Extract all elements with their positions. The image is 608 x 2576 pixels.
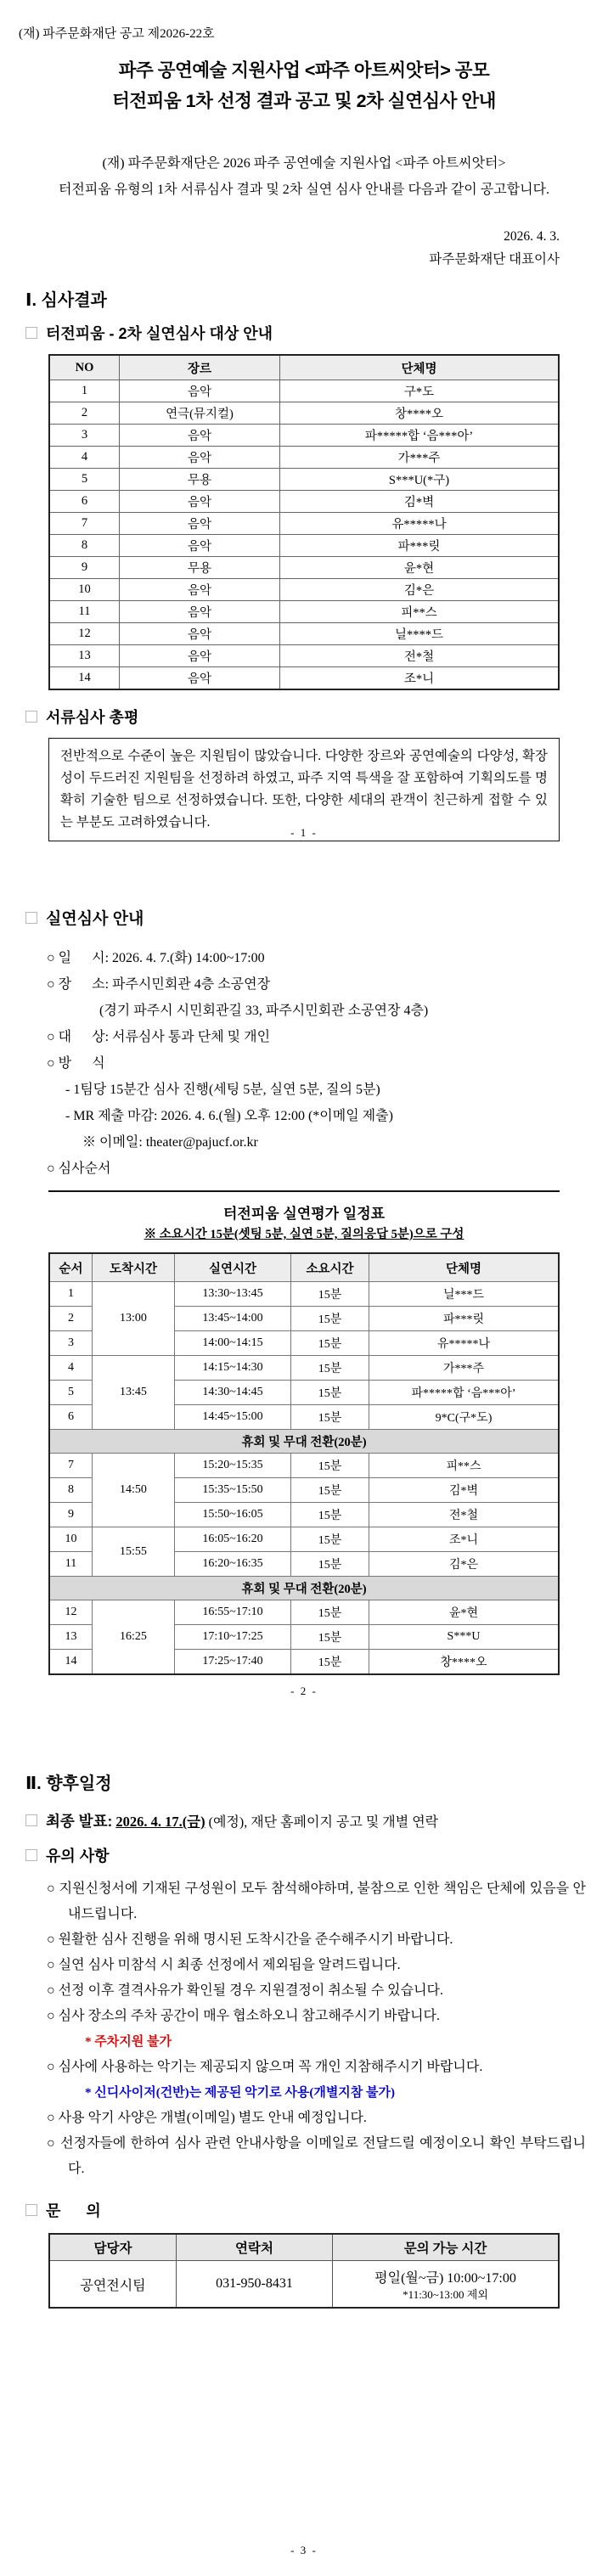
review-heading: 서류심사 총평 bbox=[25, 706, 608, 729]
result-col-genre: 장르 bbox=[120, 355, 280, 380]
schedule-team: 9*C(구*도) bbox=[369, 1405, 560, 1430]
schedule-order: 5 bbox=[49, 1381, 93, 1405]
result-table-row bbox=[49, 557, 559, 579]
schedule-order: 12 bbox=[49, 1600, 93, 1625]
schedule-team: 피**스 bbox=[369, 1454, 560, 1478]
result-no: 10 bbox=[49, 579, 120, 601]
result-no: 7 bbox=[49, 513, 120, 535]
final-announcement bbox=[25, 1808, 608, 1836]
schedule-team: S***U bbox=[369, 1625, 560, 1650]
schedule-duration: 15분 bbox=[291, 1527, 369, 1552]
precaution-item: ○ 선정자들에 한하여 심사 관련 안내사항을 이메일로 전달드릴 예정이오니 확인 부탁드립니다. bbox=[47, 2136, 586, 2176]
signature-block bbox=[0, 225, 560, 271]
schedule-time: 14:00~14:15 bbox=[175, 1331, 291, 1356]
checkbox-icon bbox=[25, 912, 37, 924]
section1-heading: Ⅰ. 심사결과 bbox=[25, 291, 107, 310]
checkbox-icon bbox=[25, 1849, 37, 1861]
schedule-team: 조*니 bbox=[369, 1527, 560, 1552]
page-2 bbox=[0, 858, 608, 1717]
live-review-line: - 1팀당 15분간 심사 진행(세팅 5분, 실연 5분, 질의 5분) bbox=[65, 1083, 380, 1097]
result-no: 3 bbox=[49, 425, 120, 447]
result-genre: 음악 bbox=[120, 447, 280, 469]
schedule-time: 16:20~16:35 bbox=[175, 1552, 291, 1577]
schedule-time: 15:50~16:05 bbox=[175, 1503, 291, 1527]
schedule-duration: 15분 bbox=[291, 1282, 369, 1307]
schedule-time: 17:10~17:25 bbox=[175, 1625, 291, 1650]
precaution-item: ○ 선정 이후 결격사유가 확인될 경우 지원결정이 취소될 수 있습니다. bbox=[47, 1983, 443, 1998]
result-genre: 음악 bbox=[120, 425, 280, 447]
result-team: 윤*현 bbox=[280, 557, 560, 579]
contact-team: 공연전시팀 bbox=[49, 2261, 177, 2309]
schedule-order: 9 bbox=[49, 1503, 93, 1527]
schedule-table bbox=[48, 1252, 560, 1675]
result-table-row bbox=[49, 469, 559, 491]
schedule-time: 13:30~13:45 bbox=[175, 1282, 291, 1307]
notice-number: (재) 파주문화재단 공고 제2026-22호 bbox=[19, 27, 215, 41]
result-team: 창****오 bbox=[280, 402, 560, 425]
schedule-note: ※ 소요시간 15분(셋팅 5분, 실연 5분, 질의응답 5분)으로 구성 bbox=[144, 1228, 464, 1241]
schedule-col-team: 단체명 bbox=[369, 1253, 560, 1282]
schedule-order: 3 bbox=[49, 1331, 93, 1356]
contact-hours bbox=[333, 2261, 560, 2309]
schedule-order: 4 bbox=[49, 1356, 93, 1381]
live-review-line: - MR 제출 마감: 2026. 4. 6.(월) 오후 12:00 (*이메일 제출) bbox=[65, 1109, 393, 1123]
result-table-row bbox=[49, 601, 559, 623]
precaution-item: ○ 지원신청서에 기재된 구성원이 모두 참석해야하며, 불참으로 인한 책임은 단체에 있음을 안내드립니다. bbox=[47, 1881, 586, 1921]
document-title bbox=[0, 55, 608, 116]
schedule-team: 윤*현 bbox=[369, 1600, 560, 1625]
schedule-time: 13:45~14:00 bbox=[175, 1307, 291, 1331]
page-footer-1: - 1 - bbox=[290, 826, 318, 839]
result-table-row bbox=[49, 579, 559, 601]
section1-sub-heading: 터전피움 - 2차 실연심사 대상 안내 bbox=[25, 322, 608, 346]
schedule-row bbox=[49, 1282, 559, 1307]
result-team: 김*벽 bbox=[280, 491, 560, 513]
schedule-time: 16:55~17:10 bbox=[175, 1600, 291, 1625]
schedule-team: 전*철 bbox=[369, 1503, 560, 1527]
schedule-team: 김*벽 bbox=[369, 1478, 560, 1503]
live-review-line: ○ 방 식 bbox=[47, 1056, 105, 1071]
schedule-col-arrival: 도착시간 bbox=[93, 1253, 175, 1282]
schedule-duration: 15분 bbox=[291, 1552, 369, 1577]
live-review-line: ○ 장 소: 파주시민회관 4층 소공연장 bbox=[47, 977, 271, 992]
schedule-row bbox=[49, 1600, 559, 1625]
result-table-header-row bbox=[49, 355, 559, 380]
schedule-duration: 15분 bbox=[291, 1625, 369, 1650]
schedule-order: 13 bbox=[49, 1625, 93, 1650]
precaution-item: ○ 심사에 사용하는 악기는 제공되지 않으며 꼭 개인 지참해주시기 바랍니다. bbox=[47, 2060, 483, 2074]
result-table-row bbox=[49, 491, 559, 513]
page-1 bbox=[0, 0, 608, 858]
result-genre: 음악 bbox=[120, 380, 280, 402]
schedule-duration: 15분 bbox=[291, 1600, 369, 1625]
result-team: 전*철 bbox=[280, 645, 560, 667]
result-team: 구*도 bbox=[280, 380, 560, 402]
result-no: 5 bbox=[49, 469, 120, 491]
contact-hours-main: 평일(월~금) 10:00~17:00 bbox=[374, 2271, 516, 2286]
schedule-duration: 15분 bbox=[291, 1503, 369, 1527]
schedule-order: 11 bbox=[49, 1552, 93, 1577]
schedule-time: 17:25~17:40 bbox=[175, 1650, 291, 1675]
schedule-team: 가***주 bbox=[369, 1356, 560, 1381]
result-team: 닐****드 bbox=[280, 623, 560, 645]
schedule-row bbox=[49, 1527, 559, 1552]
schedule-duration: 15분 bbox=[291, 1381, 369, 1405]
live-review-list bbox=[0, 945, 608, 1182]
result-col-no: NO bbox=[49, 355, 120, 380]
contact-col-hours: 문의 가능 시간 bbox=[333, 2234, 560, 2261]
result-genre: 무용 bbox=[120, 469, 280, 491]
result-no: 12 bbox=[49, 623, 120, 645]
contact-row bbox=[49, 2261, 559, 2309]
schedule-order: 1 bbox=[49, 1282, 93, 1307]
live-review-line: ○ 일 시: 2026. 4. 7.(화) 14:00~17:00 bbox=[47, 951, 265, 965]
result-table-row bbox=[49, 402, 559, 425]
result-team: 가***주 bbox=[280, 447, 560, 469]
contact-header-row bbox=[49, 2234, 559, 2261]
live-review-line: (경기 파주시 시민회관길 33, 파주시민회관 소공연장 4층) bbox=[99, 1004, 429, 1018]
result-genre: 음악 bbox=[120, 535, 280, 557]
result-no: 13 bbox=[49, 645, 120, 667]
schedule-team: 파*****합 ‘음***아’ bbox=[369, 1381, 560, 1405]
schedule-row bbox=[49, 1356, 559, 1381]
schedule-time: 15:20~15:35 bbox=[175, 1454, 291, 1478]
result-table-row bbox=[49, 667, 559, 690]
schedule-arrival: 15:55 bbox=[93, 1527, 175, 1577]
contact-hours-exception: *11:30~13:00 제외 bbox=[403, 2288, 488, 2301]
result-team: S***U(*구) bbox=[280, 469, 560, 491]
contact-col-person: 담당자 bbox=[49, 2234, 177, 2261]
contact-table bbox=[48, 2233, 560, 2309]
precaution-item: ○ 심사 장소의 주차 공간이 매우 협소하오니 참고해주시기 바랍니다. bbox=[47, 2009, 440, 2023]
schedule-col-order: 순서 bbox=[49, 1253, 93, 1282]
checkbox-icon bbox=[25, 327, 37, 339]
schedule-order: 8 bbox=[49, 1478, 93, 1503]
intro-paragraph bbox=[0, 150, 608, 203]
result-table-row bbox=[49, 645, 559, 667]
result-team: 파***릿 bbox=[280, 535, 560, 557]
schedule-duration: 15분 bbox=[291, 1478, 369, 1503]
result-no: 8 bbox=[49, 535, 120, 557]
precaution-item: ○ 원활한 심사 진행을 위해 명시된 도착시간을 준수해주시기 바랍니다. bbox=[47, 1932, 453, 1947]
schedule-order: 6 bbox=[49, 1405, 93, 1430]
schedule-duration: 15분 bbox=[291, 1356, 369, 1381]
section2-heading: Ⅱ. 향후일정 bbox=[25, 1775, 112, 1793]
schedule-time: 14:30~14:45 bbox=[175, 1381, 291, 1405]
live-review-line: ○ 심사순서 bbox=[47, 1161, 111, 1176]
schedule-team: 유*****나 bbox=[369, 1331, 560, 1356]
schedule-team: 파***릿 bbox=[369, 1307, 560, 1331]
schedule-arrival: 13:00 bbox=[93, 1282, 175, 1356]
schedule-order: 14 bbox=[49, 1650, 93, 1675]
result-table-row bbox=[49, 380, 559, 402]
result-no: 4 bbox=[49, 447, 120, 469]
result-team: 김*은 bbox=[280, 579, 560, 601]
precaution-item: ○ 사용 악기 사양은 개별(이메일) 별도 안내 예정입니다. bbox=[47, 2111, 367, 2125]
checkbox-icon bbox=[25, 711, 37, 723]
checkbox-icon bbox=[25, 1814, 37, 1826]
result-table-row bbox=[49, 447, 559, 469]
schedule-header-row bbox=[49, 1253, 559, 1282]
result-table bbox=[48, 354, 560, 690]
schedule-time: 14:15~14:30 bbox=[175, 1356, 291, 1381]
schedule-break-row bbox=[49, 1577, 559, 1600]
precaution-note-blue: * 신디사이저(건반)는 제공된 악기로 사용(개별지참 불가) bbox=[85, 2086, 396, 2100]
precaution-list bbox=[0, 1876, 608, 2182]
schedule-row bbox=[49, 1454, 559, 1478]
checkbox-icon bbox=[25, 2204, 37, 2216]
live-review-line: ※ 이메일: theater@pajucf.or.kr bbox=[82, 1135, 258, 1150]
schedule-duration: 15분 bbox=[291, 1405, 369, 1430]
result-no: 2 bbox=[49, 402, 120, 425]
title-line-2: 터전피움 1차 선정 결과 공고 및 2차 실연심사 안내 bbox=[112, 91, 496, 111]
schedule-order: 10 bbox=[49, 1527, 93, 1552]
result-genre: 음악 bbox=[120, 491, 280, 513]
announce-date-value: 2026. 4. 17.(금) bbox=[115, 1814, 205, 1830]
intro-line-1: (재) 파주문화재단은 2026 파주 공연예술 지원사업 <파주 아트씨앗터> bbox=[102, 156, 506, 171]
signer: 파주문화재단 대표이사 bbox=[429, 252, 560, 267]
schedule-col-time: 실연시간 bbox=[175, 1253, 291, 1282]
result-team: 파*****합 ‘음***아’ bbox=[280, 425, 560, 447]
page-footer-3: - 3 - bbox=[290, 2544, 318, 2556]
result-no: 14 bbox=[49, 667, 120, 690]
result-team: 유*****나 bbox=[280, 513, 560, 535]
schedule-arrival: 16:25 bbox=[93, 1600, 175, 1675]
schedule-break-label: 휴회 및 무대 전환(20분) bbox=[49, 1430, 559, 1454]
schedule-col-duration: 소요시간 bbox=[291, 1253, 369, 1282]
result-table-row bbox=[49, 513, 559, 535]
schedule-duration: 15분 bbox=[291, 1650, 369, 1675]
announce-rest: (예정), 재단 홈페이지 공고 및 개별 연락 bbox=[205, 1815, 439, 1830]
precaution-note-red: * 주차지원 불가 bbox=[85, 2035, 172, 2049]
schedule-order: 2 bbox=[49, 1307, 93, 1331]
title-line-1: 파주 공연예술 지원사업 <파주 아트씨앗터> 공모 bbox=[118, 60, 490, 81]
page-footer-2: - 2 - bbox=[290, 1685, 318, 1697]
schedule-arrival: 13:45 bbox=[93, 1356, 175, 1430]
result-genre: 연극(뮤지컬) bbox=[120, 402, 280, 425]
schedule-table-body bbox=[49, 1282, 559, 1675]
page-3 bbox=[0, 1717, 608, 2576]
live-review-line: ○ 대 상: 서류심사 통과 단체 및 개인 bbox=[47, 1030, 271, 1044]
result-table-row bbox=[49, 535, 559, 557]
schedule-duration: 15분 bbox=[291, 1307, 369, 1331]
precaution-item: ○ 실연 심사 미참석 시 최종 선정에서 제외됨을 알려드립니다. bbox=[47, 1958, 401, 1972]
contact-col-phone: 연락처 bbox=[177, 2234, 333, 2261]
schedule-break-row bbox=[49, 1430, 559, 1454]
announce-label: 최종 발표: bbox=[46, 1813, 113, 1830]
schedule-order: 7 bbox=[49, 1454, 93, 1478]
schedule-team: 창****오 bbox=[369, 1650, 560, 1675]
result-table-body bbox=[49, 380, 559, 690]
result-team: 피**스 bbox=[280, 601, 560, 623]
result-no: 11 bbox=[49, 601, 120, 623]
intro-line-2: 터전피움 유형의 1차 서류심사 결과 및 2차 실연 심사 안내를 다음과 같이 공고합니다. bbox=[58, 183, 550, 197]
review-summary-box: 전반적으로 수준이 높은 지원팀이 많았습니다. 다양한 장르와 공연예술의 다양성, 확장성이 두드러진 지원팀을 선정하려 하였고, 파주 지역 특색을 잘 포함하여 기획의도를 명확히 기술한 팀으로 선정하였습니다. 또한, 다양한 세대의 관객이 친근하게 접할 수 있는 부분도 고려하였습니다. bbox=[48, 738, 560, 841]
result-table-row bbox=[49, 623, 559, 645]
contact-phone: 031-950-8431 bbox=[177, 2261, 333, 2309]
schedule-duration: 15분 bbox=[291, 1331, 369, 1356]
precaution-heading: 유의 사항 bbox=[25, 1844, 608, 1868]
announce-date: 2026. 4. 3. bbox=[504, 229, 560, 244]
schedule-team: 김*은 bbox=[369, 1552, 560, 1577]
result-genre: 음악 bbox=[120, 623, 280, 645]
inquiry-heading: 문 의 bbox=[25, 2199, 608, 2223]
result-team: 조*니 bbox=[280, 667, 560, 690]
result-genre: 음악 bbox=[120, 579, 280, 601]
schedule-divider bbox=[48, 1190, 560, 1192]
schedule-break-label: 휴회 및 무대 전환(20분) bbox=[49, 1577, 559, 1600]
schedule-arrival: 14:50 bbox=[93, 1454, 175, 1527]
result-no: 6 bbox=[49, 491, 120, 513]
live-review-heading: 실연심사 안내 bbox=[25, 908, 608, 931]
result-genre: 음악 bbox=[120, 601, 280, 623]
schedule-time: 16:05~16:20 bbox=[175, 1527, 291, 1552]
result-genre: 무용 bbox=[120, 557, 280, 579]
result-genre: 음악 bbox=[120, 645, 280, 667]
schedule-duration: 15분 bbox=[291, 1454, 369, 1478]
schedule-title: 터전피움 실연평가 일정표 bbox=[222, 1206, 386, 1222]
result-table-row bbox=[49, 425, 559, 447]
schedule-time: 14:45~15:00 bbox=[175, 1405, 291, 1430]
schedule-time: 15:35~15:50 bbox=[175, 1478, 291, 1503]
schedule-team: 닐***드 bbox=[369, 1282, 560, 1307]
result-col-team: 단체명 bbox=[280, 355, 560, 380]
result-no: 1 bbox=[49, 380, 120, 402]
result-genre: 음악 bbox=[120, 667, 280, 690]
result-no: 9 bbox=[49, 557, 120, 579]
result-genre: 음악 bbox=[120, 513, 280, 535]
